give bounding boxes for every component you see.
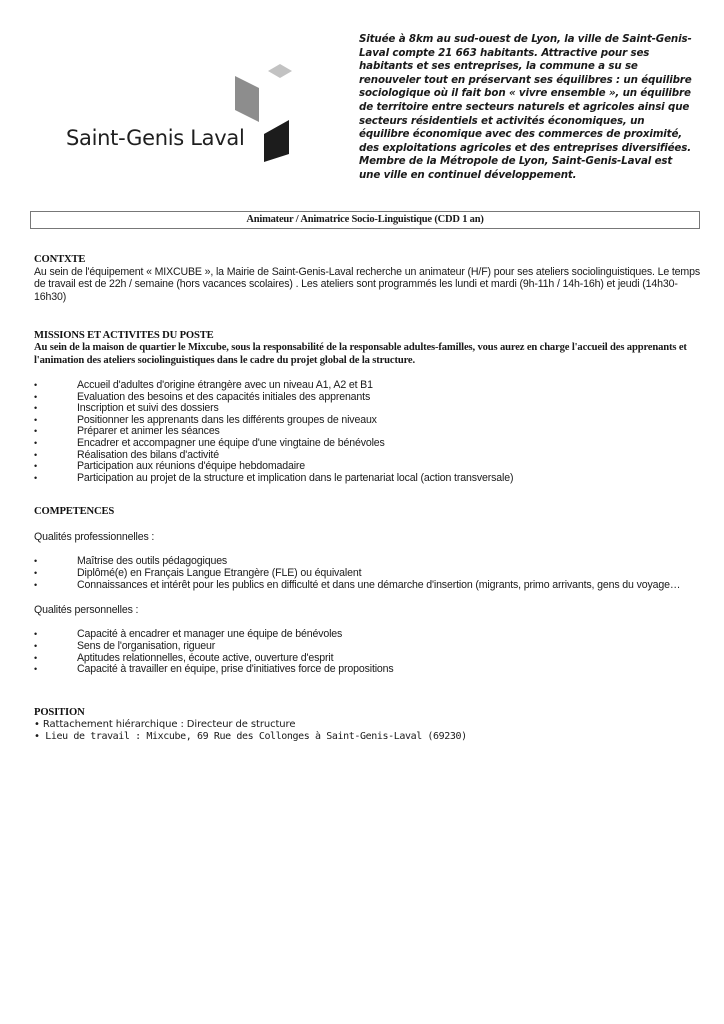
list-item: • Accueil d'adultes d'origine étrangère avec un niveau A1, A2 et B1	[34, 380, 706, 392]
position-section	[34, 707, 706, 743]
logo-text: Saint-Genis Laval	[66, 126, 245, 150]
list-item: • Réalisation des bilans d'activité	[34, 450, 706, 462]
list-item: • Encadrer et accompagner une équipe d'une vingtaine de bénévoles	[34, 438, 706, 450]
personal-qualities-label: Qualités personnelles :	[34, 604, 139, 617]
list-item: • Evaluation des besoins et des capacités initiales des apprenants	[34, 392, 706, 404]
competences-section	[34, 506, 706, 676]
personal-qualities-list	[34, 629, 706, 675]
list-item: • Inscription et suivi des dossiers	[34, 403, 706, 415]
list-item: • Aptitudes relationnelles, écoute active, ouverture d'esprit	[34, 653, 706, 665]
list-item: • Participation au projet de la structure et implication dans le partenariat local (action transversale)	[34, 473, 706, 485]
missions-heading: MISSIONS ET ACTIVITES DU POSTE	[34, 330, 214, 341]
list-item: • Préparer et animer les séances	[34, 426, 706, 438]
list-item: • Capacité à encadrer et manager une équipe de bénévoles	[34, 629, 706, 641]
job-title: Animateur / Animatrice Socio-Linguistique (CDD 1 an)	[30, 211, 700, 229]
missions-intro: Au sein de la maison de quartier le Mixcube, sous la responsabilité de la responsable adultes-familles, vous aurez en charge l'accueil des apprenants et l'animation des ateliers sociolinguistiques dans le cadre du projet global de la structure.	[34, 342, 687, 366]
list-item: • Participation aux réunions d'équipe hebdomadaire	[34, 461, 706, 473]
list-item: • Sens de l'organisation, rigueur	[34, 641, 706, 653]
missions-section	[34, 330, 706, 484]
list-item: • Connaissances et intérêt pour les publics en difficulté et dans une démarche d'insertion (migrants, primo arrivants, gens du voyage…	[34, 580, 706, 592]
position-item: • Lieu de travail : Mixcube, 69 Rue des Collonges à Saint-Genis-Laval (69230)	[34, 731, 467, 743]
pro-qualities-label: Qualités professionnelles :	[34, 531, 155, 544]
list-item: • Maîtrise des outils pédagogiques	[34, 556, 706, 568]
list-item: • Diplômé(e) en Français Langue Etrangère (FLE) ou équivalent	[34, 568, 706, 580]
position-item: • Rattachement hiérarchique : Directeur de structure	[34, 719, 296, 731]
city-intro-text: Située à 8km au sud-ouest de Lyon, la ville de Saint-Genis-Laval compte 21 663 habitants. Attractive pour ses habitants et ses entreprises, la commune a su se renouveler tout en préservant ses équilibres : un équilibre sociologique où il fait bon « vivre ensemble », un équilibre de territoire entre secteurs naturels et agricoles ainsi que secteurs résidentiels et activités économiques, un équilibre économique avec des commerces de proximité, des exploitations agricoles et des entreprises diversifiées. Membre de la Métropole de Lyon, Saint-Genis-Laval est une ville en continuel développement.	[359, 33, 692, 181]
context-section	[34, 254, 706, 303]
cube-logo-icon	[226, 62, 306, 162]
missions-list	[34, 380, 706, 484]
context-heading: CONTXTE	[34, 254, 86, 265]
position-heading: POSITION	[34, 707, 85, 718]
saint-genis-laval-logo	[66, 62, 306, 162]
competences-heading: COMPETENCES	[34, 506, 115, 517]
context-text: Au sein de l'équipement « MIXCUBE », la Mairie de Saint-Genis-Laval recherche un animateur (H/F) pour ses ateliers sociolinguistiques. Le temps de travail est de 22h / semaine (hors vacances scolaires) . Les ateliers sont programmés les lundi et mardi (9h-11h / 14h-16h) et jeudi (14h30-16h30)	[34, 266, 700, 303]
pro-qualities-list	[34, 556, 706, 591]
list-item: • Positionner les apprenants dans les différents groupes de niveaux	[34, 415, 706, 427]
list-item: • Capacité à travailler en équipe, prise d'initiatives force de propositions	[34, 664, 706, 676]
